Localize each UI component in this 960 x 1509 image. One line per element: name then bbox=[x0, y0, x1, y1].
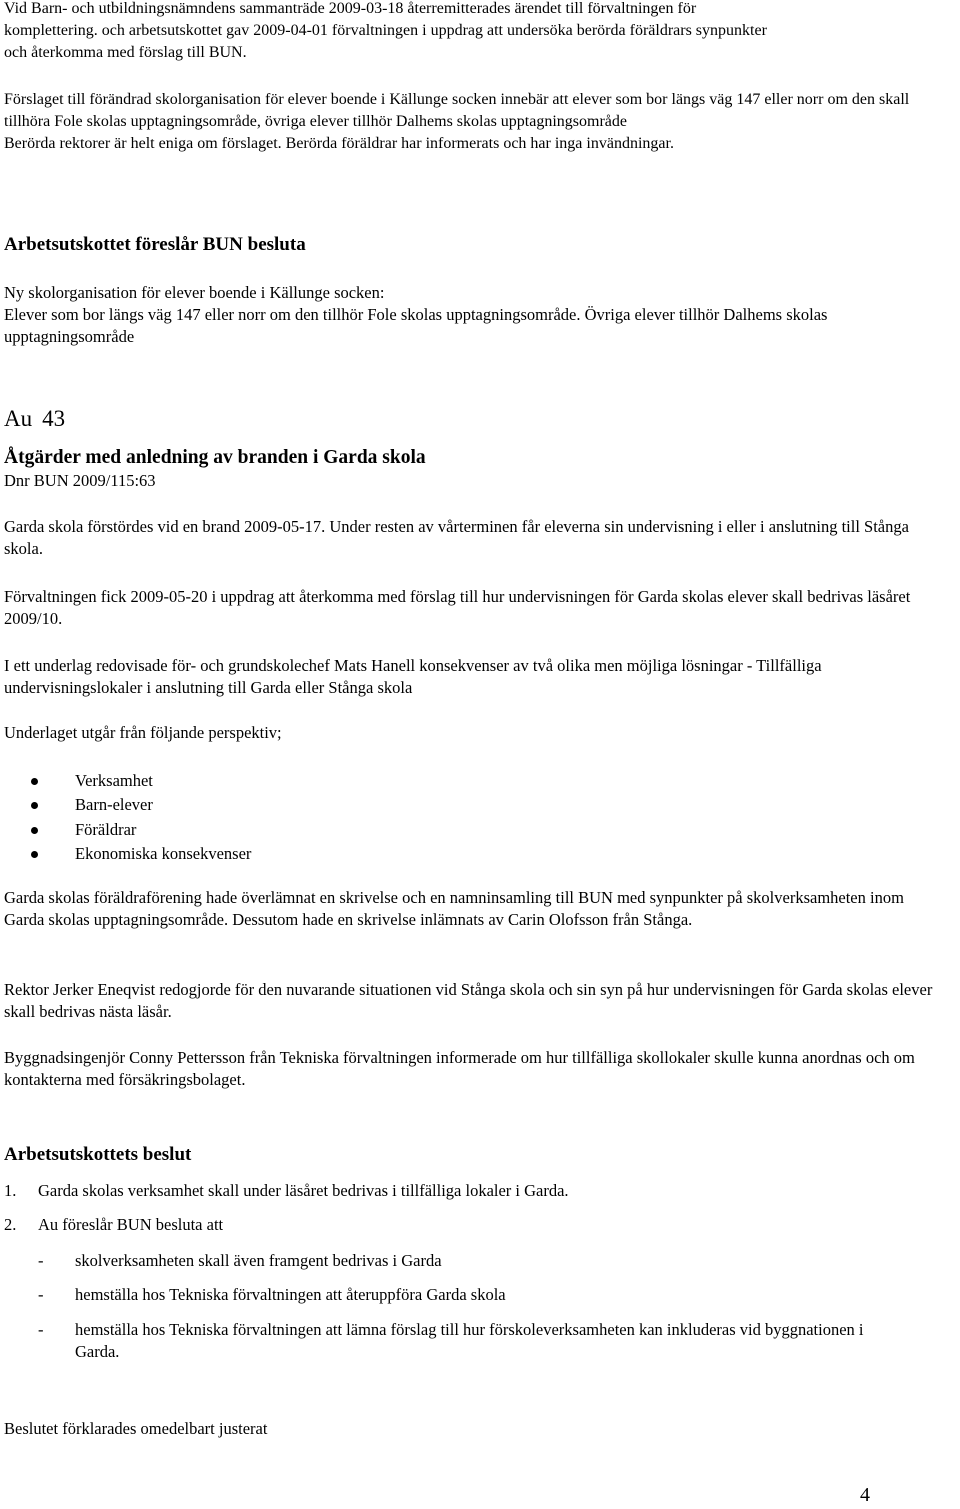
au-proposal-body bbox=[4, 282, 949, 348]
intro-line-3: och återkomma med förslag till BUN. bbox=[4, 44, 247, 61]
paragraph-fire bbox=[4, 516, 934, 560]
paragraph-3: I ett underlag redovisade för- och grundskolechef Mats Hanell konsekvenser av två olika men möjliga lösningar - Tillfälliga undervisningslokaler i anslutning till Garda eller Stånga skola bbox=[4, 656, 822, 697]
paragraph-basis bbox=[4, 655, 919, 699]
dash-marker: - bbox=[38, 1285, 44, 1304]
paragraph-1: Garda skola förstördes vid en brand 2009-05-17. Under resten av vårterminen får eleverna sin undervisning i eller i anslutning till Stånga skola. bbox=[4, 517, 909, 558]
page-number: 4 bbox=[860, 1484, 870, 1506]
list-item bbox=[4, 842, 958, 866]
au-proposal-text: Elever som bor längs väg 147 eller norr om den tillhör Fole skolas upptagningsområde. Övriga elever tillhör Dalhems skolas upptagningsområde bbox=[4, 305, 828, 346]
bullet-icon bbox=[31, 802, 38, 809]
decision-item-2 bbox=[4, 1214, 958, 1236]
intro-line-2: komplettering. och arbetsutskottet gav 2009-04-01 förvaltningen i uppdrag att undersöka berörda föräldrars synpunkter bbox=[4, 22, 767, 39]
paragraph-2: Förvaltningen fick 2009-05-20 i uppdrag att återkomma med förslag till hur undervisningen för Garda skolas elever skall bedrivas läsåret 2009/10. bbox=[4, 587, 911, 628]
dash-marker: - bbox=[38, 1320, 44, 1339]
decision-item-1-text: Garda skolas verksamhet skall under läsåret bedrivas i tillfälliga lokaler i Garda. bbox=[38, 1181, 569, 1200]
section-dnr: Dnr BUN 2009/115:63 bbox=[4, 471, 156, 490]
list-item bbox=[4, 769, 958, 793]
proposal-rectors: Berörda rektorer är helt eniga om förslaget. Berörda föräldrar har informerats och har inga invändningar. bbox=[4, 135, 674, 152]
paragraph-engineer bbox=[4, 1047, 919, 1091]
decision-sub-1 bbox=[4, 1250, 958, 1272]
bullet-icon bbox=[31, 827, 38, 834]
list-item-label: Barn-elever bbox=[75, 795, 153, 815]
paragraph-6: Rektor Jerker Eneqvist redogjorde för den nuvarande situationen vid Stånga skola och sin syn på hur undervisningen för Garda skolas elever skall bedrivas nästa läsår. bbox=[4, 980, 933, 1021]
proposal-text: Förslaget till förändrad skolorganisation för elever boende i Källunge socken innebär att elever som bor längs väg 147 eller norr om den skall tillhöra Fole skolas upptagningsområde, övriga elever tillhör Dalhems skolas upptagningsområde bbox=[4, 91, 910, 130]
paragraph-perspectives-intro bbox=[4, 722, 958, 744]
decision-sub-3-text: hemställa hos Tekniska förvaltningen att lämna förslag till hur förskoleverksamheten kan inkluderas vid byggnationen i Garda. bbox=[75, 1320, 864, 1361]
list-item bbox=[4, 818, 958, 842]
au-proposal-heading bbox=[4, 233, 958, 257]
decision-sub-1-text: skolverksamheten skall även framgent bedrivas i Garda bbox=[75, 1251, 442, 1270]
paragraph-assignment bbox=[4, 586, 934, 630]
decision-heading-text: Arbetsutskottets beslut bbox=[4, 1144, 192, 1165]
list-item-label: Föräldrar bbox=[75, 819, 137, 839]
decision-item-1 bbox=[4, 1180, 958, 1202]
list-item-label: Ekonomiska konsekvenser bbox=[75, 843, 252, 863]
paragraph-5: Garda skolas föräldraförening hade överlämnat en skrivelse och en namninsamling till BUN med synpunkter på skolverksamheten inom Garda skolas upptagningsområde. Dessutom hade en skrivelse inlämnats av Carin Olofsson från Stånga. bbox=[4, 888, 904, 929]
decision-heading bbox=[4, 1143, 958, 1167]
intro-paragraph bbox=[4, 0, 958, 64]
section-title: Åtgärder med anledning av branden i Garda skola bbox=[4, 447, 426, 468]
section-prefix: Au bbox=[4, 406, 33, 431]
list-item-label: Verksamhet bbox=[75, 771, 153, 790]
bullet-icon bbox=[31, 851, 38, 858]
section-title-block bbox=[4, 446, 958, 492]
paragraph-7: Byggnadsingenjör Conny Pettersson från Tekniska förvaltningen informerade om hur tillfälliga skollokaler skulle kunna anordnas och om kontakterna med försäkringsbolaget. bbox=[4, 1048, 915, 1089]
decision-sub-2-text: hemställa hos Tekniska förvaltningen att återuppföra Garda skola bbox=[75, 1285, 506, 1304]
decision-item-2-number: 2. bbox=[4, 1215, 17, 1234]
paragraph-principal bbox=[4, 979, 958, 1023]
decision-justified-text: Beslutet förklarades omedelbart justerat bbox=[4, 1419, 268, 1438]
paragraph-parents-association bbox=[4, 887, 934, 931]
perspectives-list bbox=[4, 769, 958, 866]
au-proposal-line-1: Ny skolorganisation för elever boende i Källunge socken: bbox=[4, 283, 385, 302]
dash-marker: - bbox=[38, 1251, 44, 1270]
decision-sub-3 bbox=[4, 1319, 904, 1363]
list-item bbox=[4, 793, 958, 817]
section-number-value: 43 bbox=[42, 406, 66, 431]
decision-item-1-number: 1. bbox=[4, 1181, 17, 1200]
decision-sub-2 bbox=[4, 1284, 958, 1306]
proposal-paragraph bbox=[4, 89, 949, 155]
intro-line-1: Vid Barn- och utbildningsnämndens sammanträde 2009-03-18 återremitterades ärendet till förvaltningen för bbox=[4, 0, 697, 17]
au-proposal-heading-text: Arbetsutskottet föreslår BUN besluta bbox=[4, 234, 306, 255]
paragraph-4: Underlaget utgår från följande perspektiv; bbox=[4, 723, 282, 742]
decision-justified bbox=[4, 1418, 958, 1440]
decision-item-2-text: Au föreslår BUN besluta att bbox=[38, 1215, 224, 1234]
section-number bbox=[4, 405, 958, 433]
bullet-icon bbox=[31, 778, 38, 785]
